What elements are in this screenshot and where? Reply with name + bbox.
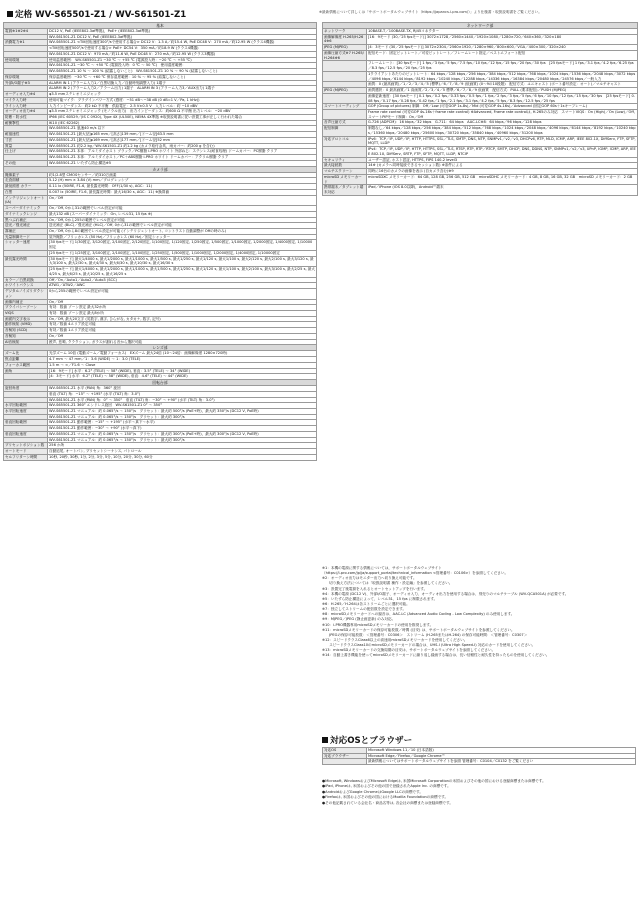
spec-value: 1.5 m ～ ∞／F1.6 ～ Close <box>48 362 317 368</box>
spec-value: WV-S65501-Z1 [最大径]φ169 mm／[高さ]177 mm／[ドーム径]52 mm <box>48 137 317 143</box>
spec-key: 旋回角度 <box>4 386 48 392</box>
spec-key <box>4 267 48 277</box>
spec-key <box>323 147 367 157</box>
spec-value: 0から255の範囲でレベル設定が可能 <box>48 289 317 299</box>
spec-key: 最大接続数 <box>323 163 367 169</box>
spec-key: カラー／白黒切換 <box>4 277 48 283</box>
spec-key: セキュリティ <box>323 157 367 163</box>
spec-value: 有効：数値 ゾーン設定 最大32か所 <box>48 305 317 311</box>
spec-value: [4：3モード (30／25 fpsモード)] 3072×2304／2560×1920／1280×960／800×600／VGA／400×300／320×240 <box>367 45 638 51</box>
os-table-wrap <box>322 747 636 765</box>
footnote: ※11：microSDメモリーカードの保存可能枚数／時間 (目安) は、サポートポータルウェブサイトを参照してください。 <box>322 627 515 632</box>
spec-value: On／Off, 0から31の範囲でレベル設定が可能 <box>48 206 317 212</box>
spec-key: 耐衝撃性 <box>4 120 48 126</box>
spec-key: 動作検知 (VMD) <box>4 322 48 328</box>
spec-value: IPv4：TCP／IP, UDP／IP, HTTP, HTTPS, SSL／TLS, RTSP, RTP, RTP／RTCP, SMTP, DHCP, DNS, DDNS, NTP, SNMPv1／v2／v3, UPnP, IGMP, ICMP, ARP, IEEE 802.1X, DiffServ, SRTP, FTP, SFTP, MQTT, LLDP, NTCIP <box>368 147 636 156</box>
spec-key: 霧補正 <box>4 228 48 234</box>
footnote: 切り換え方法については「取扱説明書 操作・設定編」を参照してください。 <box>322 581 453 586</box>
spec-value: 有効／数値 1エリア設定可能 <box>48 328 317 334</box>
spec-key: プリセットポジション数 <box>4 443 48 449</box>
left-spec-table <box>3 22 317 461</box>
spec-value: 屋外撮影／フリッカレス (50 Hz)／フリッカレス (60 Hz)／固定シャッター <box>48 234 317 240</box>
spec-key: 外部I/O端子※3 <box>4 80 48 86</box>
spec-key: 最低照度 カラー <box>4 184 48 190</box>
spec-value: ユーザー認証, ホスト認証, HTTPS, FIPS 140-2 level3 <box>367 157 638 163</box>
section-title: カメラ部 <box>4 166 317 172</box>
spec-value: [16：9モード] 水平：6.2° (TELE) ～ 58° (WIDE), 垂直：3.5° (TELE) ～ 34° (WIDE) <box>48 368 317 374</box>
spec-key: 仕上げ <box>4 149 48 155</box>
spec-key: microSD メモリーカード <box>323 174 367 184</box>
spec-key: 白黒 <box>4 189 48 195</box>
spec-value: WV-S61501-Z1 −30 ℃ ～ +50 ℃ (電源投入時：0 ℃ ～ 50 ℃) 使用湿度範囲： <box>48 63 317 69</box>
spec-key: 画像圧縮方式※7 H.265/H.264※6 <box>323 50 367 60</box>
spec-key: ズーム比 <box>4 351 48 357</box>
spec-key: 質量 <box>4 143 48 149</box>
spec-value: [25 fpsモード] 1/25固定, 3/100固定, 2/100固定, 1/100固定, 1/250固定, 1/500固定, 1/1000固定, 1/2000固定, 1/4000固定, 1/10000固定 <box>48 250 317 256</box>
spec-value: 約1/2.8型 CMOSセンサー／約310万画素 <box>48 172 317 178</box>
section-title: レンズ部 <box>4 345 317 351</box>
spec-value: WV-S61501-Z1 マニュアル：約 0.065°/s ～ 150°/s プリセット：最大約 300°/s <box>48 414 317 420</box>
spec-key <box>323 110 367 120</box>
footnote: ※4：本機の電源 (DC12 V)、外部I/O端子、オーディオ入力、オーディオ出力を使用する場合は、別売りのマルチケーブル (WV-QCA501A) が必要です。 <box>322 591 569 596</box>
right-spec-table <box>322 22 638 196</box>
os-title-square-icon <box>322 737 328 743</box>
spec-value: [30 fpsモード] 最大1/4000 s, 最大1/2000 s, 最大1/1000 s, 最大1/500 s, 最大1/250 s, 最大1/120 s, 最大1/100 s, 最大2/120 s, 最大2/100 s, 最大3/120 s, 最大3/100 s, 最大2/30 s, 最大4/30 s, 最大6/30 s, 最大10/30 s, 最大16/30 s <box>48 256 317 266</box>
spec-key: インテリジェントオート(iA) <box>4 195 48 205</box>
spec-key: オーディオ出力※4 <box>4 109 48 115</box>
spec-key: 垂直回転速度 <box>4 431 48 437</box>
spec-key: 消費電力※1 <box>4 40 48 46</box>
spec-row <box>323 174 638 184</box>
spec-value: 自動追尾, オートパン, プリセットシーケンス, パトロール <box>48 449 317 455</box>
spec-row <box>4 250 317 256</box>
spec-key: ホワイトバランス <box>4 283 48 289</box>
spec-row <box>4 149 317 155</box>
footnote: ※1：本機の電源に関する情報については，サポートポータルウェブサイト <box>322 566 442 570</box>
spec-value: WV-S65501-Z1 マニュアル：約 0.065°/s ～ 150°/s プリセット：最大約 500°/s (PoE+時)，最大約 350°/s (DC12 V, PoE時) <box>48 409 317 415</box>
spec-value: WV-S61501-Z1 水平 (PAN) 角：0° ～ 350° 垂直 (TILT) 角：−30° ～ +90° (水平 (TILT) 角：3.0°) <box>48 397 317 403</box>
spec-key: 光量制御モード <box>4 234 48 240</box>
spec-row <box>4 195 317 205</box>
trademark-note: ●その他記載されている会社名・商品名等は, 各会社の商標または登録商標です。 <box>322 800 453 805</box>
spec-key: シャッター速度 <box>4 240 48 250</box>
spec-key: 対応プロトコル <box>323 136 367 146</box>
spec-value: IK10 (IEC 62262) <box>48 120 317 126</box>
page-title <box>7 8 186 20</box>
spec-row <box>323 82 638 88</box>
section-title: 基本 <box>4 23 317 29</box>
spec-row <box>4 40 317 46</box>
spec-value: Microsoft Edge／Firefox／Google Chrome™ <box>367 753 636 759</box>
spec-key: 寸法 <box>4 137 48 143</box>
spec-key: マルチスクリーン <box>323 169 367 175</box>
title-square-icon <box>7 11 13 17</box>
spec-value: 使用可能マイク：プラグインパワー方式 (感度：−51 dB〜−38 dB (0 dB=1 V／Pa, 1 kHz)) <box>48 97 317 103</box>
spec-key: 携帯端末／タブレット端末対応 <box>323 185 367 195</box>
spec-value: WV-S65501-Z1 10 % ～ 100 % (結露しないこと) WV-S61501-Z1 10 % ～ 90 % (結露しないこと) <box>48 69 317 75</box>
footnote: ※14：自動上書き機能を使ってmicroSDメモリーカードに繰り返し録画する場合は、長い信頼性と耐久性を持ったものを使用してください。 <box>322 653 550 658</box>
footnote: ※6：H.265／H.264は各ストリームごとに選択可能。 <box>322 601 410 606</box>
spec-key: 使用環境 <box>4 57 48 63</box>
spec-value: DC12 V, PoE (IEEE802.3af準拠)，PoE+ (IEEE802.3at準拠) <box>48 29 317 35</box>
spec-value: 14※ (カメラへ同時接続できるセッション数) ※条件による <box>367 163 638 169</box>
section-title: ネットワーク部 <box>323 23 638 29</box>
spec-value: 使用温度範囲： WV-S65501-Z1 −30 ℃ ～ +55 ℃ (電源投入時：−20 ℃ ～ +55 ℃) <box>48 57 317 63</box>
spec-value: 4.7 mm ～ 47 mm／1：3.6 (WIDE) ～ 1：3.0 (TELE) <box>48 357 317 363</box>
footnote: スピードクラスClass10のmicroSDメモリーカードの場合は、UHS-I (Ultra High Speed-I) 対応のカードを使用してください。 <box>322 643 536 648</box>
spec-value: 10秒, 20秒, 30秒, 1分, 2分, 3分, 5分, 10分, 20分, 30分, 60分 <box>48 454 317 460</box>
spec-value: [16：9モード (30／25 fpsモード)] 3072×1728／2560×1440／1920×1080／1280×720／640×360／320×180 <box>367 34 638 44</box>
spec-key: その他 <box>4 160 48 166</box>
spec-key <box>323 61 367 71</box>
spec-key: 耐風速性 <box>4 132 48 138</box>
spec-value: ATW1／ATW2／AWC <box>48 283 317 289</box>
spec-key: 音声圧縮方式 <box>323 120 367 126</box>
footnote: ※10：i-PRO機器専用microSDメモリーカードの使用を推奨します。 <box>322 622 434 627</box>
footnote: ※8：microSDメモリーカードへの録音は、AAC-LC (Advanced Audio Coding - Low Complexity) のみ使用します。 <box>322 612 515 617</box>
spec-value: WV-S61501-Z1 動作範囲：−30° ～ +90° (水平～真下) <box>48 426 317 432</box>
spec-key: 電源※1※2※4 <box>4 29 48 35</box>
spec-key: オーディオ入力※4 <box>4 92 48 98</box>
spec-value: On／Off, 0から8の範囲でレベル設定が可能 (インテリジェントオート, コントラスト自動調整が Offの時のみ) <box>48 228 317 234</box>
spec-key: オートモード <box>4 449 48 455</box>
spec-value: 入力インピーダンス：約2 kΩ 不平衡 供給電圧：2.5 V±0.5 V 入力レベル：約 −10 dBV <box>48 103 317 109</box>
spec-value: φ3.5 mmステレオミニジャック <box>48 92 317 98</box>
spec-value: On／Off <box>48 333 317 339</box>
spec-value: WV-S65501-Z1 マニュアル：約 0.065°/s ～ 150°/s プリセット：最大約 300°/s (PoE+時)，最大約 300°/s (DC12 V, PoE時) <box>48 431 317 437</box>
spec-value: 最大132 dB (スーパーダイナミック：On, レベル31, 15 fps ※) <box>48 211 317 217</box>
spec-value: WV-S65501-Z1 いたずら防止構造※5 <box>48 160 317 166</box>
spec-value: 1クライアントあたりのビットレート：64 kbps／128 kbps／256 kbps／384 kbps／512 kbps／768 kbps／1024 kbps／1536 kbps／2048 kbps／3072 kbps／4096 kbps／6144 kbps／8192 kbps／10240 kbps／12288 kbps／14336 kbps／16384 kbps／20480 kbps／24576 kbps／一般入力 <box>367 71 638 81</box>
footnote: ※3：設置完了後電源を入れるとオートセットアップを行います。 <box>322 586 428 591</box>
spec-value: 5.12 (H) mm × 3.84 (V) mm／プログレッシブ <box>48 178 317 184</box>
spec-key: 画像解像度 H.265/H.264※6 <box>323 34 367 44</box>
spec-value: On／Off <box>48 299 317 305</box>
trademark-notes <box>322 779 638 806</box>
spec-key: ライン入力時 <box>4 103 48 109</box>
spec-value: [25 fpsモード] 最大1/4000 s, 最大1/2000 s, 最大1/1000 s, 最大1/500 s, 最大1/250 s, 最大1/120 s, 最大1/100 s, 最大2/100 s, 最大3/100 s, 最大2/25 s, 最大4/25 s, 最大6/25 s, 最大10/25 s, 最大16/25 s <box>49 267 315 276</box>
spec-value: iPad／iPhone (iOS 8.0以降)，Android™端末 <box>367 185 638 195</box>
spec-value: Off／On／Auto1／Auto2／Auto3 (SCC) <box>48 277 317 283</box>
spec-value: 配信モード：固定ビットレート／可変ビットレート／フレームレート指定／ベストエフォート配信 <box>367 50 638 60</box>
spec-key: 配信制御 <box>323 126 367 136</box>
spec-key: 走査面積 <box>4 178 48 184</box>
spec-value: IP66 (IEC 60529／JIS C 0920), Type 4X (UL50E), NEMA 4X準拠 ※取扱説明書に従い設置工事が正しく行われた場合 <box>48 115 317 121</box>
spec-key: フォーカス範囲 <box>4 362 48 368</box>
spec-key: ダイナミックレンジ <box>4 211 48 217</box>
spec-key: 画角 <box>4 368 48 374</box>
spec-value: On／Off <box>48 195 317 205</box>
spec-key: マイク入力時 <box>4 97 48 103</box>
spec-value: 画像更新速度：[30 fpsモード] 0.1 fps／0.2 fps／0.33 fps／0.5 fps／1 fps／2 fps／3 fps／5 fps／6 fps／10 fps／12 fps／15 fps／30 fps [25 fpsモード] 0.08 fps／0.17 fps／0.28 fps／0.42 fps／1 fps／2.1 fps／3.1 fps／4.2 fps／5 fps／8.3 fps／12.5 fps／25 fps <box>367 93 638 103</box>
section-title: 回転台部 <box>4 380 317 386</box>
spec-key: 最長露光時間 <box>4 256 48 266</box>
spec-value: WV-S65501-Z1 動作範囲：−15° ～ +195° (水平～真下～水平) <box>48 420 317 426</box>
trademark-note: ●AndroidおよびGoogle ChromeはGoogle LLCの商標です。 <box>322 789 423 794</box>
spec-row <box>4 289 317 299</box>
spec-key: 音検知 (SCD) <box>4 328 48 334</box>
spec-key: 画面内文字表示 <box>4 316 48 322</box>
spec-value: Frame rate control (可変GOP 4s-16s＋frame rate control) ※Advanced, Frame rate controlは, H.265のみ対応 スマートVIQS：On (High)／On (Low)／Off, スマートPiPモード制御：On／Off <box>367 110 638 120</box>
spec-value: 垂直 (TILT) 角：−15° ～ +195° (水平 (TILT) 角：3.0°) <box>48 391 317 397</box>
spec-value: 最新情報についてはサポートポータルウェブサイトを参照 管理番号：C0104／C0132 をご覧ください <box>367 759 636 765</box>
footnotes <box>322 566 638 659</box>
spec-value: WV-S61501-Z1 マニュアル：約 0.065°/s ～ 150°/s プリセット：最大約 300°/s <box>48 437 317 443</box>
spec-key: 垂直回転範囲 <box>4 420 48 426</box>
spec-key: 防塵・防水性 <box>4 115 48 121</box>
footnote: ※9：MJPEG／JPEG (静止画更新) のみ対応。 <box>322 617 396 622</box>
spec-value: 有効／数値 4エリア設定可能 <box>48 322 317 328</box>
spec-row <box>323 34 638 44</box>
spec-value: WV-S65501-Z1 本体：アルミダイカスト ブラック／PC樹脂 i-PRO ホワイト 外部ねじ：ステンレス(耐食処理) ドームカバー：PC樹脂 クリア <box>48 149 317 155</box>
spec-value: φ3.5 mmステレオミニジャック (モノラル出力) 出力インピーダンス：約600 Ω 不平衡 出力レベル：−20 dBV <box>48 109 317 115</box>
footnote: ※5：いたずら防止構造によって、レベル31、15 fps に制限されます。 <box>322 596 438 601</box>
spec-key: 音検知 <box>4 333 48 339</box>
spec-value: G.726 (ADPCM)：16 kbps／32 kbps G.711：64 kbps AAC-LC※8：64 kbps／96 kbps／128 kbps <box>367 120 638 126</box>
spec-key <box>323 759 367 765</box>
spec-value: 有効：数値 ゾーン設定 最大8か所 <box>48 310 317 316</box>
footnote: ※7：独立してストリームの配信数を設定できます。 <box>322 607 407 612</box>
spec-row <box>323 126 638 136</box>
spec-key: 対応OS <box>323 748 367 754</box>
spec-row <box>4 454 317 460</box>
spec-value: ALARM IN 1 (アラーム入力1／白黒切換入力／自動時刻調整入力) 1端子 <box>48 80 317 86</box>
spec-key: 画像内補正 <box>4 299 48 305</box>
spec-key: VIQS <box>4 310 48 316</box>
spec-row <box>323 185 638 195</box>
spec-value: 制限なし／64 kbps／128 kbps／256 kbps／384 kbps／512 kbps／768 kbps／1024 kbps／2048 kbps／4096 kbps／6144 kbps／8192 kbps／10240 kbps／15360 kbps／20480 kbps／25600 kbps／30720 kbps／35840 kbps／40960 kbps／51200 kbps <box>368 126 636 135</box>
spec-value: <Tilt回転速度500°/sで使用する場合> PoE+ DC54 V：350 mA／約18.9 W (クラス4機器) <box>48 46 317 52</box>
spec-row <box>323 136 638 146</box>
spec-key: スマートコーディング <box>323 104 367 110</box>
os-table <box>322 747 636 765</box>
spec-key: AI音検知 <box>4 339 48 345</box>
spec-value: On／Off, 最大20文字 (英数字, 漢字, ひらがな, カタカナ, 数字, 記号) <box>48 316 317 322</box>
spec-value: WV-S61501-Z1 DC12 V：970 mA／約11.6 W, PoE DC48 V：270 mA／約12.95 W (クラス3機器) <box>48 51 317 57</box>
spec-key: 焦点距離 <box>4 357 48 363</box>
spec-value: WV-S61501-Z1 DC12 V, PoE (IEEE802.3af準拠) <box>48 34 317 40</box>
spec-key: 撮像素子 <box>4 172 48 178</box>
right-spec-column <box>322 22 638 562</box>
spec-value: Microsoft Windows 11／10 (日本語版) <box>367 748 636 754</box>
spec-row <box>4 240 317 250</box>
spec-value: ALARM IN 2 (アラーム入力2／アラーム出力) 1端子 ALARM IN 3 (アラーム入力3／AUX出力) 1端子 <box>48 86 317 92</box>
spec-key: JPEG (MJPEG) <box>323 88 367 94</box>
footnote: ※2：オーディオ出力はモニター出力へ切り換え可能です。 <box>322 576 417 581</box>
spec-value: [30 fpsモード] 1/30固定, 3/120固定, 2/100固定, 2/120固定, 1/100固定, 1/120固定, 1/250固定, 1/500固定, 1/1000固定, 1/2000固定, 1/4000固定, 1/10000固定 <box>48 240 317 250</box>
spec-key <box>323 93 367 103</box>
spec-value: 画質：0 (最高画質)／1／2／3／4／5 (標準)／6／7／8／9 (低画質) (0〜9の10段階) 配信方式：ユニキャスト (ポート番号設定：オート)／マルチキャスト <box>367 82 638 88</box>
spec-row <box>323 93 638 103</box>
spec-value: 10BASE-T／100BASE-TX, RJ45コネクター <box>367 29 638 35</box>
footnote: ※12：スピードクラスClass6以上の高速用microSDメモリーカードを使用してください。 <box>322 637 468 642</box>
spec-value: WV-S65501-Z1 360° エンドレス旋回 WV-S61501-Z1 0° ～ 350° <box>48 403 317 409</box>
spec-row <box>323 50 638 60</box>
os-title-text: 対応OSとブラウザー <box>330 736 413 746</box>
spec-value: 保存温度範囲：−30 ℃ ～ +60 ℃ 保存湿度範囲：10 % ～ 95 % (結露しないこと) <box>48 74 317 80</box>
spec-value: 0.11 lx (50IRE, F1.6, 最長露光時間：OFF(1/30 s), AGC：11) <box>48 184 317 190</box>
spec-row <box>4 256 317 266</box>
spec-value: 同時に16台のカメラの画像を表示 (自カメラ含む)※9 <box>367 169 638 175</box>
spec-value: 銃声, 悲鳴, クラクション, ガラスが割れる音から選択可能 <box>48 339 317 345</box>
spec-value: WV-S61501-Z1 [最大径]φ165 mm／[高さ]139 mm／[ドーム径]63.5 mm <box>48 132 317 138</box>
spec-row <box>323 110 638 120</box>
spec-row <box>4 267 317 277</box>
spec-key: 水平回転速度 <box>4 409 48 415</box>
spec-key: 逆光／強光補正 <box>4 223 48 229</box>
spec-value: GOP (Group of pictures) 制御：Off／Low (可変GOP 1s-8s)／Mid (可変GOP 4s-16s)／Advanced (固定GOP 60s＋1sキーフレーム) <box>367 104 638 110</box>
spec-key: プライバシーゾーン <box>4 305 48 311</box>
spec-value: WV-S65501-Z1 <Tilt回転速度300°/sで使用する場合> DC12 V：1.3 A／約15.4 W, PoE DC48 V：270 mA／約12.95 W (クラス4機器) <box>48 40 317 46</box>
spec-value: On／Off, 0から255の範囲でレベル設定が可能 <box>48 217 317 223</box>
page-title-text: 定格 WV-S65501-Z1 / WV-S61501-Z1 <box>15 10 187 20</box>
trademark-note: ●Microsoft, WindowsおよびMicrosoft Edgeは, 米国Microsoft Corporationの米国およびその他の国における登録商標または商標です。 <box>322 779 546 783</box>
spec-value: WV-S61501-Z1 本体：アルミダイカスト／PC＋ABS樹脂 i-PRO ホワイト ドームカバー：アクリル樹脂 クリア <box>48 155 317 161</box>
footnote: （https://i-pro.com/jp/ja/support_portal/technical_information <管理番号：C0106>）を参照してください。 <box>322 571 509 576</box>
spec-value: 0.007 lx (50IRE, F1.6, 最長露光時間：最大16/30 s, AGC：11) ※換算値 <box>48 189 317 195</box>
spec-value: microSDXC メモリーカード：64 GB, 128 GB, 256 GB, 512 GB microSDHC メモリーカード：4 GB, 8 GB, 16 GB, 32 GB microSD メモリーカード：2 GB <box>367 174 638 184</box>
footnote: JPEGの保存可能枚数：＜管理番号：C0306＞ ストリーム (H.265またはH.264) の保存可能時間：＜管理番号：C0307＞ <box>322 632 528 637</box>
spec-row <box>323 71 638 81</box>
spec-value: WV-S65501-Z1 約2.2 kg／WV-S61501-Z1 約1.2 kg (カメラ取付金具，雨カバー：約200 g を含む) <box>48 143 317 149</box>
spec-key: 保存環境 <box>4 74 48 80</box>
spec-value: IPv6：TCP／IP, UDP／IP, HTTP, HTTPS, SSL／TLS, SMTP, DNS, NTP, SNMPv1／v2／v3, DHCPv6, RTP, MLD, ICMP, ARP, IEEE 802.1X, DiffServ, FTP, SFTP, MQTT, LLDP <box>368 136 636 146</box>
spec-value: [4：3モード] 水平：6.2° (TELE) ～ 58° (WIDE), 垂直：4.6° (TELE) ～ 44° (WIDE) <box>48 374 317 380</box>
spec-key: スーパーダイナミック <box>4 206 48 212</box>
spec-row <box>323 759 636 765</box>
top-note: ※最新情報について詳しくは「サポートポータルウェブサイト（https://japancs.i-pro.com/）」より仕様書・取扱説明書をご覧ください。 <box>319 10 542 14</box>
footnote: ※13：microSDメモリーカードの交換周期の目安は、サポートポータルウェブサイトを参照してください。 <box>322 648 496 653</box>
spec-value: 画質選択：0 最高画質／1 高画質／2／3／4／5 標準／6／7／8／9 低画質 配信方式：PULL (要求配信)／PUSH (MJPEG) <box>367 88 638 94</box>
spec-value: WV-S65501-Z1 風速40 m/s 以下 <box>48 126 317 132</box>
os-section-title <box>322 734 412 746</box>
spec-key: 黒つぶれ補正 <box>4 217 48 223</box>
spec-value: 256 か所 <box>48 443 317 449</box>
spec-row <box>323 61 638 71</box>
spec-value: フレームレート：[30 fpsモード] 1 fps／3 fps／5 fps／7.5 fps／10 fps／12 fps／15 fps／20 fps／30 fps [25 fpsモード] 1 fps／3.1 fps／4.2 fps／6.25 fps／8.3 fps／12.5 fps／20 fps／25 fps <box>367 61 638 71</box>
spec-key: JPEG (MJPEG) <box>323 45 367 51</box>
spec-value: 光学ズーム 10倍 (電動ズーム／電動フォーカス) EXズーム 最大24倍 (10〜24倍：画像解像度 1280×720時) <box>48 351 317 357</box>
spec-key: 水平回転範囲 <box>4 403 48 409</box>
spec-key <box>323 71 367 81</box>
spec-value: WV-S65501-Z1 水平 (PAN) 角：360° 旋回 <box>48 386 317 392</box>
spec-key: セルフリターン時間 <box>4 454 48 460</box>
spec-row <box>323 147 638 157</box>
left-spec-column <box>3 22 317 900</box>
spec-key: ネットワーク <box>323 29 367 35</box>
spec-value: 逆光補正 (BLC)／強光補正 (HLC)／Off, 0から31の範囲でレベル設定が可能 <box>48 223 317 229</box>
trademark-note: ●Firefoxは, 米国およびその他の国におけるMozilla Foundationの商標です。 <box>322 795 449 800</box>
spec-key: 対応ブラウザー <box>323 753 367 759</box>
spec-key: デジタルノイズリダクション <box>4 289 48 299</box>
trademark-note: ●iPad, iPhoneは, 米国およびその他の国で登録されたApple Inc. の商標です。 <box>322 784 451 789</box>
